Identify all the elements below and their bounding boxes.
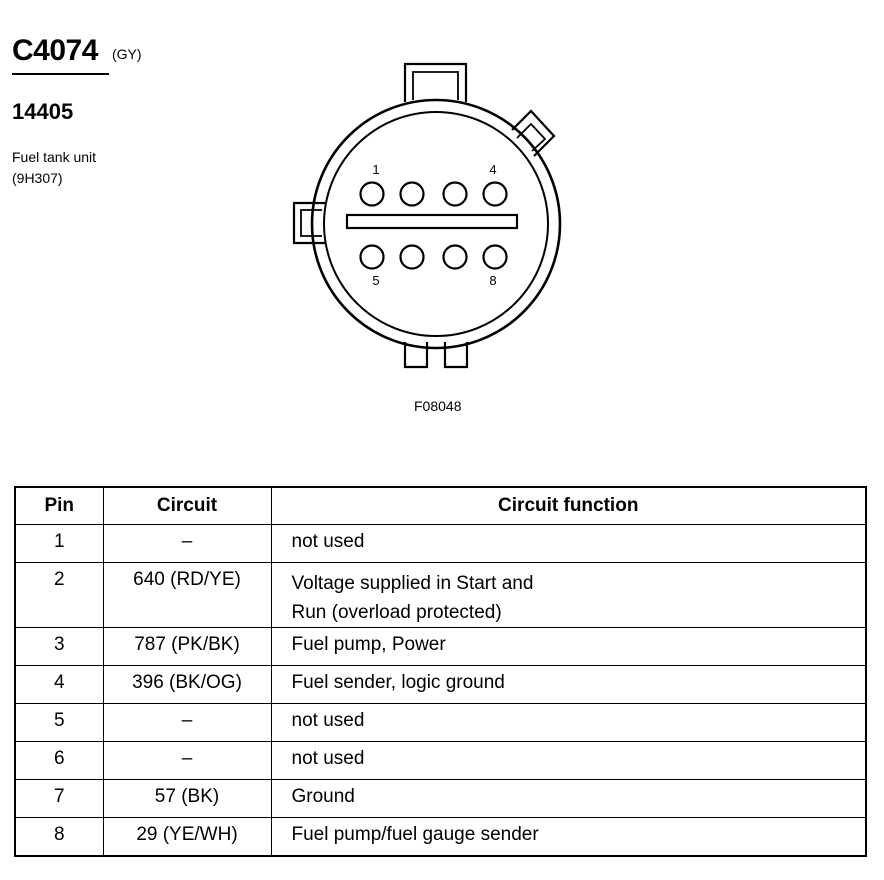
circuit-function: not used xyxy=(271,742,866,780)
circuit-function: not used xyxy=(271,704,866,742)
component-name: Fuel tank unit xyxy=(12,149,97,165)
part-number: 14405 xyxy=(12,99,74,124)
header-pin: Pin xyxy=(15,487,103,525)
pin-label-5: 5 xyxy=(372,273,380,288)
figure-code: F08048 xyxy=(414,398,462,414)
header-function: Circuit function xyxy=(271,487,866,525)
table-row xyxy=(15,525,866,563)
connector-inner-shell xyxy=(324,112,548,336)
left-latch-tab xyxy=(294,203,326,243)
table-row xyxy=(15,818,866,857)
pin-table xyxy=(14,486,867,857)
pin-1 xyxy=(361,183,384,206)
circuit-id: 57 (BK) xyxy=(103,780,271,818)
pin-number: 4 xyxy=(15,666,103,704)
table-row xyxy=(15,628,866,666)
pin-8 xyxy=(484,246,507,269)
pin-number: 3 xyxy=(15,628,103,666)
circuit-function: not used xyxy=(271,525,866,563)
circuit-function: Fuel pump, Power xyxy=(271,628,866,666)
circuit-id: 640 (RD/YE) xyxy=(103,563,271,628)
table-header-row xyxy=(15,487,866,525)
connector-id: C4074 xyxy=(12,34,98,67)
circuit-id: – xyxy=(103,704,271,742)
connector-color: (GY) xyxy=(112,46,142,62)
table-row xyxy=(15,704,866,742)
pin-number: 7 xyxy=(15,780,103,818)
pin-label-8: 8 xyxy=(489,273,497,288)
connector-outer-shell xyxy=(312,100,560,348)
circuit-function: Fuel pump/fuel gauge sender xyxy=(271,818,866,857)
pin-number: 5 xyxy=(15,704,103,742)
circuit-id: 396 (BK/OG) xyxy=(103,666,271,704)
top-key-tab xyxy=(405,64,466,102)
pin-6 xyxy=(401,246,424,269)
pin-4 xyxy=(484,183,507,206)
pin-label-4: 4 xyxy=(489,162,497,177)
table-row xyxy=(15,666,866,704)
circuit-function: Voltage supplied in Start and Run (overload protected) xyxy=(271,563,866,628)
circuit-id: – xyxy=(103,742,271,780)
pin-7 xyxy=(444,246,467,269)
pin-3 xyxy=(444,183,467,206)
circuit-id: – xyxy=(103,525,271,563)
table-row xyxy=(15,563,866,628)
circuit-id: 787 (PK/BK) xyxy=(103,628,271,666)
table-row xyxy=(15,780,866,818)
table-row xyxy=(15,742,866,780)
pin-number: 6 xyxy=(15,742,103,780)
pin-number: 2 xyxy=(15,563,103,628)
circuit-function: Fuel sender, logic ground xyxy=(271,666,866,704)
pin-5 xyxy=(361,246,384,269)
component-code: (9H307) xyxy=(12,170,63,186)
circuit-function: Ground xyxy=(271,780,866,818)
center-key-bar xyxy=(347,215,517,228)
pin-number: 1 xyxy=(15,525,103,563)
pin-number: 8 xyxy=(15,818,103,857)
pin-2 xyxy=(401,183,424,206)
header-circuit: Circuit xyxy=(103,487,271,525)
circuit-id: 29 (YE/WH) xyxy=(103,818,271,857)
pin-label-1: 1 xyxy=(372,162,380,177)
